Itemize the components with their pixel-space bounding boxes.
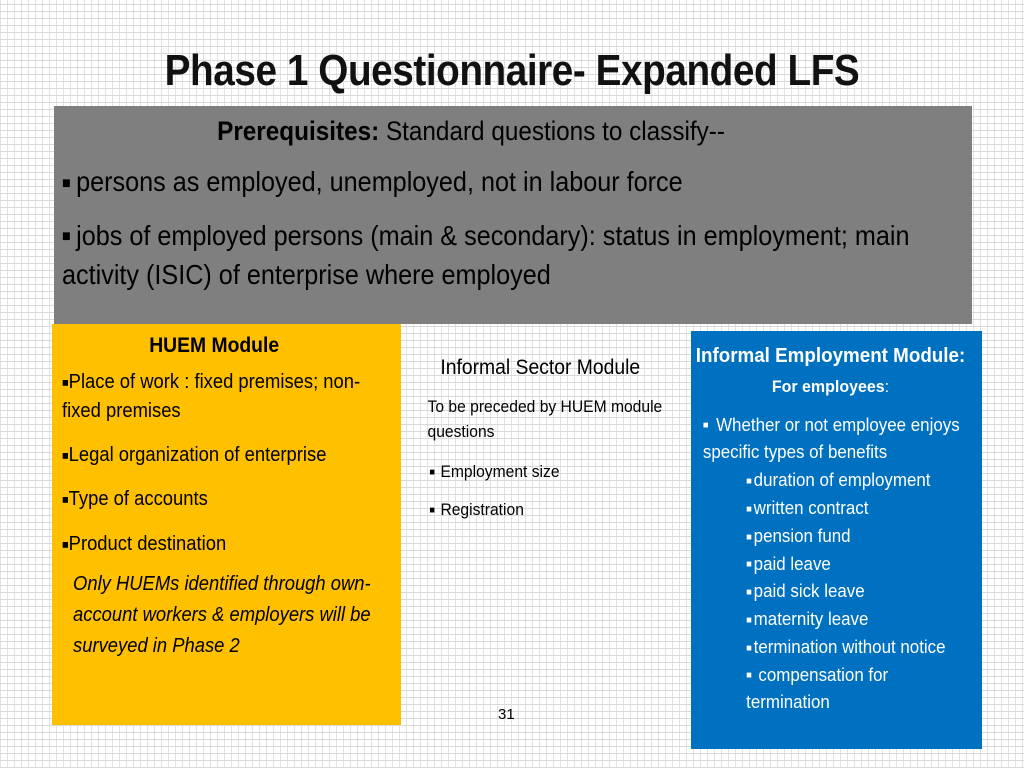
square-bullet-icon: ■ xyxy=(746,531,752,543)
prerequisites-heading xyxy=(0,116,961,147)
prerequisites-item xyxy=(62,217,961,295)
benefit-item xyxy=(701,662,975,717)
informal-sector-item-text: Employment size xyxy=(440,462,560,481)
benefit-item xyxy=(701,634,975,662)
benefit-item-text: paid leave xyxy=(753,553,831,574)
benefit-item-text: termination without notice xyxy=(753,636,946,657)
square-bullet-icon: ■ xyxy=(62,537,69,552)
benefit-item xyxy=(701,551,975,579)
square-bullet-icon: ■ xyxy=(429,505,435,517)
prerequisites-box xyxy=(54,106,972,324)
square-bullet-icon: ■ xyxy=(746,476,752,487)
benefit-item xyxy=(701,578,975,606)
square-bullet-icon: ■ xyxy=(746,587,752,598)
square-bullet-icon: ■ xyxy=(62,493,69,508)
square-bullet-icon: ■ xyxy=(746,559,752,571)
benefit-item xyxy=(701,495,975,523)
square-bullet-icon: ■ xyxy=(429,467,435,479)
huem-item-text: Place of work : fixed premises; non-fixed premises xyxy=(62,371,361,422)
informal-employment-module-box xyxy=(691,331,982,749)
benefit-item-text: maternity leave xyxy=(753,609,869,629)
huem-item xyxy=(62,368,394,425)
huem-item-text: Type of accounts xyxy=(68,488,208,511)
prerequisites-item-text: jobs of employed persons (main & secondary): status in employment; main activity (ISIC) of enterprise where employed xyxy=(62,219,910,291)
slide-title: Phase 1 Questionnaire- Expanded LFS xyxy=(164,46,860,95)
informal-employment-subtitle: For employees xyxy=(771,377,885,396)
square-bullet-icon: ■ xyxy=(62,375,69,390)
informal-sector-item xyxy=(422,500,683,520)
prerequisites-item-text: persons as employed, unemployed, not in labour force xyxy=(76,166,683,197)
benefit-item-text: written contract xyxy=(753,498,869,518)
benefit-item-text: duration of employment xyxy=(753,470,931,491)
square-bullet-icon: ■ xyxy=(702,420,709,432)
prerequisites-item xyxy=(62,163,961,203)
benefit-item xyxy=(701,606,975,634)
square-bullet-icon: ■ xyxy=(746,503,752,515)
informal-sector-title: Informal Sector Module xyxy=(440,356,641,379)
benefit-item-text: compensation for termination xyxy=(746,664,889,713)
square-bullet-icon: ■ xyxy=(62,174,71,192)
benefit-item xyxy=(701,523,975,551)
square-bullet-icon: ■ xyxy=(746,670,752,682)
huem-item xyxy=(62,485,394,514)
informal-employment-lead-text: Whether or not employee enjoys specific types of benefits xyxy=(702,415,960,463)
huem-item xyxy=(62,530,394,559)
prerequisites-label: Prerequisites: xyxy=(217,116,380,146)
page-number: 31 xyxy=(498,706,515,723)
informal-sector-module xyxy=(422,356,682,538)
huem-item xyxy=(62,441,394,470)
informal-sector-preface: To be preceded by HUEM module questions xyxy=(427,397,663,441)
square-bullet-icon: ■ xyxy=(746,642,752,654)
informal-employment-lead xyxy=(701,412,975,465)
square-bullet-icon: ■ xyxy=(62,228,71,246)
square-bullet-icon: ■ xyxy=(746,614,752,626)
benefit-item-text: paid sick leave xyxy=(753,581,865,602)
huem-item-text: Legal organization of enterprise xyxy=(68,443,327,466)
benefit-item-text: pension fund xyxy=(753,525,851,546)
informal-employment-colon: : xyxy=(884,377,890,396)
square-bullet-icon: ■ xyxy=(62,448,69,463)
huem-note: Only HUEMs identified through own-account workers & employers will be surveyed in Phase 2 xyxy=(73,572,371,657)
informal-sector-item xyxy=(422,462,683,482)
huem-module-title: HUEM Module xyxy=(149,334,280,357)
informal-employment-title-text: Informal Employment Module: xyxy=(695,345,966,367)
huem-module-box xyxy=(52,324,401,725)
huem-item-text: Product destination xyxy=(68,533,227,556)
informal-sector-item-text: Registration xyxy=(440,500,524,519)
informal-employment-title xyxy=(686,341,975,402)
prerequisites-text: Standard questions to classify-- xyxy=(379,116,725,146)
benefit-item xyxy=(701,467,975,495)
